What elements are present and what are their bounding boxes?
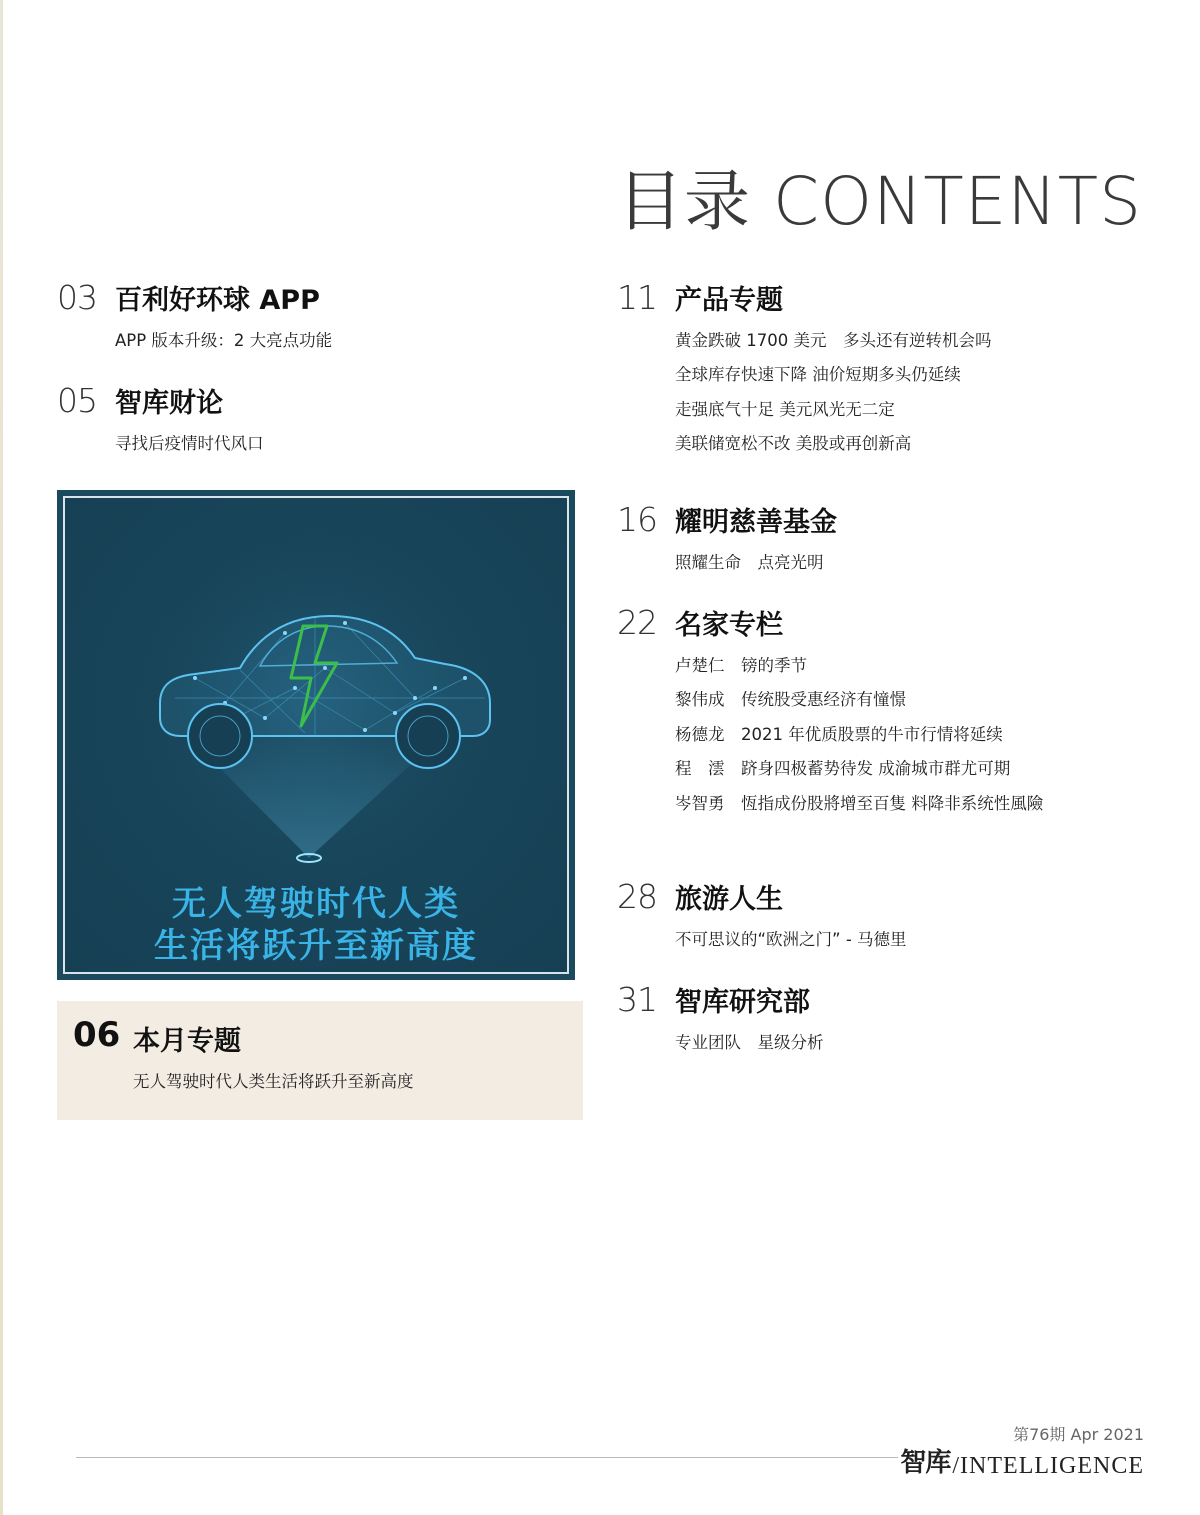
toc-item[interactable]: 无人驾驶时代人类生活将跃升至新高度 bbox=[133, 1072, 414, 1091]
toc-item[interactable]: 不可思议的“欧洲之门” - 马德里 bbox=[675, 930, 907, 949]
toc-section-22[interactable] bbox=[617, 603, 1043, 827]
section-number: 28 bbox=[617, 877, 657, 916]
toc-item[interactable]: 寻找后疫情时代风口 bbox=[115, 434, 264, 453]
section-number: 11 bbox=[617, 278, 657, 317]
toc-section-03[interactable] bbox=[57, 278, 332, 364]
toc-section-31[interactable] bbox=[617, 980, 824, 1066]
section-number: 05 bbox=[57, 381, 97, 420]
section-number: 31 bbox=[617, 980, 657, 1019]
rear-wheel bbox=[396, 704, 460, 768]
brand-logo-cn: 智库 bbox=[900, 1448, 951, 1478]
section-title: 本月专题 bbox=[133, 1026, 241, 1057]
section-title: 智库研究部 bbox=[675, 987, 810, 1018]
toc-item[interactable]: APP 版本升级：2 大亮点功能 bbox=[115, 331, 333, 350]
section-number: 03 bbox=[57, 278, 97, 317]
toc-item[interactable]: 美联储宽松不改 美股或再创新高 bbox=[675, 434, 912, 454]
feature-section-06[interactable] bbox=[57, 1001, 583, 1120]
toc-item[interactable]: 走强底气十足 美元风光无二定 bbox=[675, 399, 895, 419]
page-title: 目录 CONTENTS bbox=[617, 163, 1142, 240]
toc-section-28[interactable] bbox=[617, 877, 907, 963]
front-wheel bbox=[188, 704, 252, 768]
toc-item[interactable]: 黄金跌破 1700 美元 多头还有逆转机会吗 bbox=[675, 331, 992, 350]
toc-item[interactable]: 岑智勇 恆指成份股將增至百隻 料降非系统性風險 bbox=[675, 793, 1044, 813]
brand-logo bbox=[900, 1442, 1144, 1479]
section-title: 智库财论 bbox=[115, 388, 223, 419]
brand-logo-en: /INTELLIGENCE bbox=[952, 1453, 1144, 1479]
toc-section-05[interactable] bbox=[57, 381, 264, 467]
section-title: 耀明慈善基金 bbox=[675, 507, 837, 538]
issue-label: 第76期 Apr 2021 bbox=[1013, 1425, 1144, 1444]
section-title: 百利好环球 APP bbox=[115, 285, 320, 316]
page-edge bbox=[0, 0, 3, 1515]
section-title: 名家专栏 bbox=[675, 610, 783, 641]
section-number: 16 bbox=[617, 500, 657, 539]
toc-item[interactable]: 杨德龙 2021 年优质股票的牛市行情将延续 bbox=[675, 724, 1003, 744]
toc-section-16[interactable] bbox=[617, 500, 837, 586]
cover-headline-line2: 生活将跃升至新高度 bbox=[154, 926, 478, 966]
toc-section-11[interactable] bbox=[617, 278, 991, 468]
toc-item[interactable]: 程 澐 跻身四极蓄势待发 成渝城市群尤可期 bbox=[675, 759, 1011, 779]
section-title: 旅游人生 bbox=[675, 884, 783, 915]
section-number: 06 bbox=[73, 1015, 121, 1055]
toc-item[interactable]: 专业团队 星级分析 bbox=[675, 1033, 824, 1052]
toc-item[interactable]: 黎伟成 传统股受惠经济有憧憬 bbox=[675, 690, 906, 710]
footer-divider bbox=[76, 1457, 898, 1458]
feature-cover-image[interactable] bbox=[57, 490, 575, 980]
section-title: 产品专题 bbox=[675, 285, 783, 316]
toc-item[interactable]: 照耀生命 点亮光明 bbox=[675, 553, 824, 572]
toc-item[interactable]: 卢楚仁 镑的季节 bbox=[675, 656, 807, 675]
toc-item[interactable]: 全球库存快速下降 油价短期多头仍延续 bbox=[675, 365, 961, 385]
cover-headline-line1: 无人驾驶时代人类 bbox=[172, 884, 460, 924]
section-number: 22 bbox=[617, 603, 657, 642]
